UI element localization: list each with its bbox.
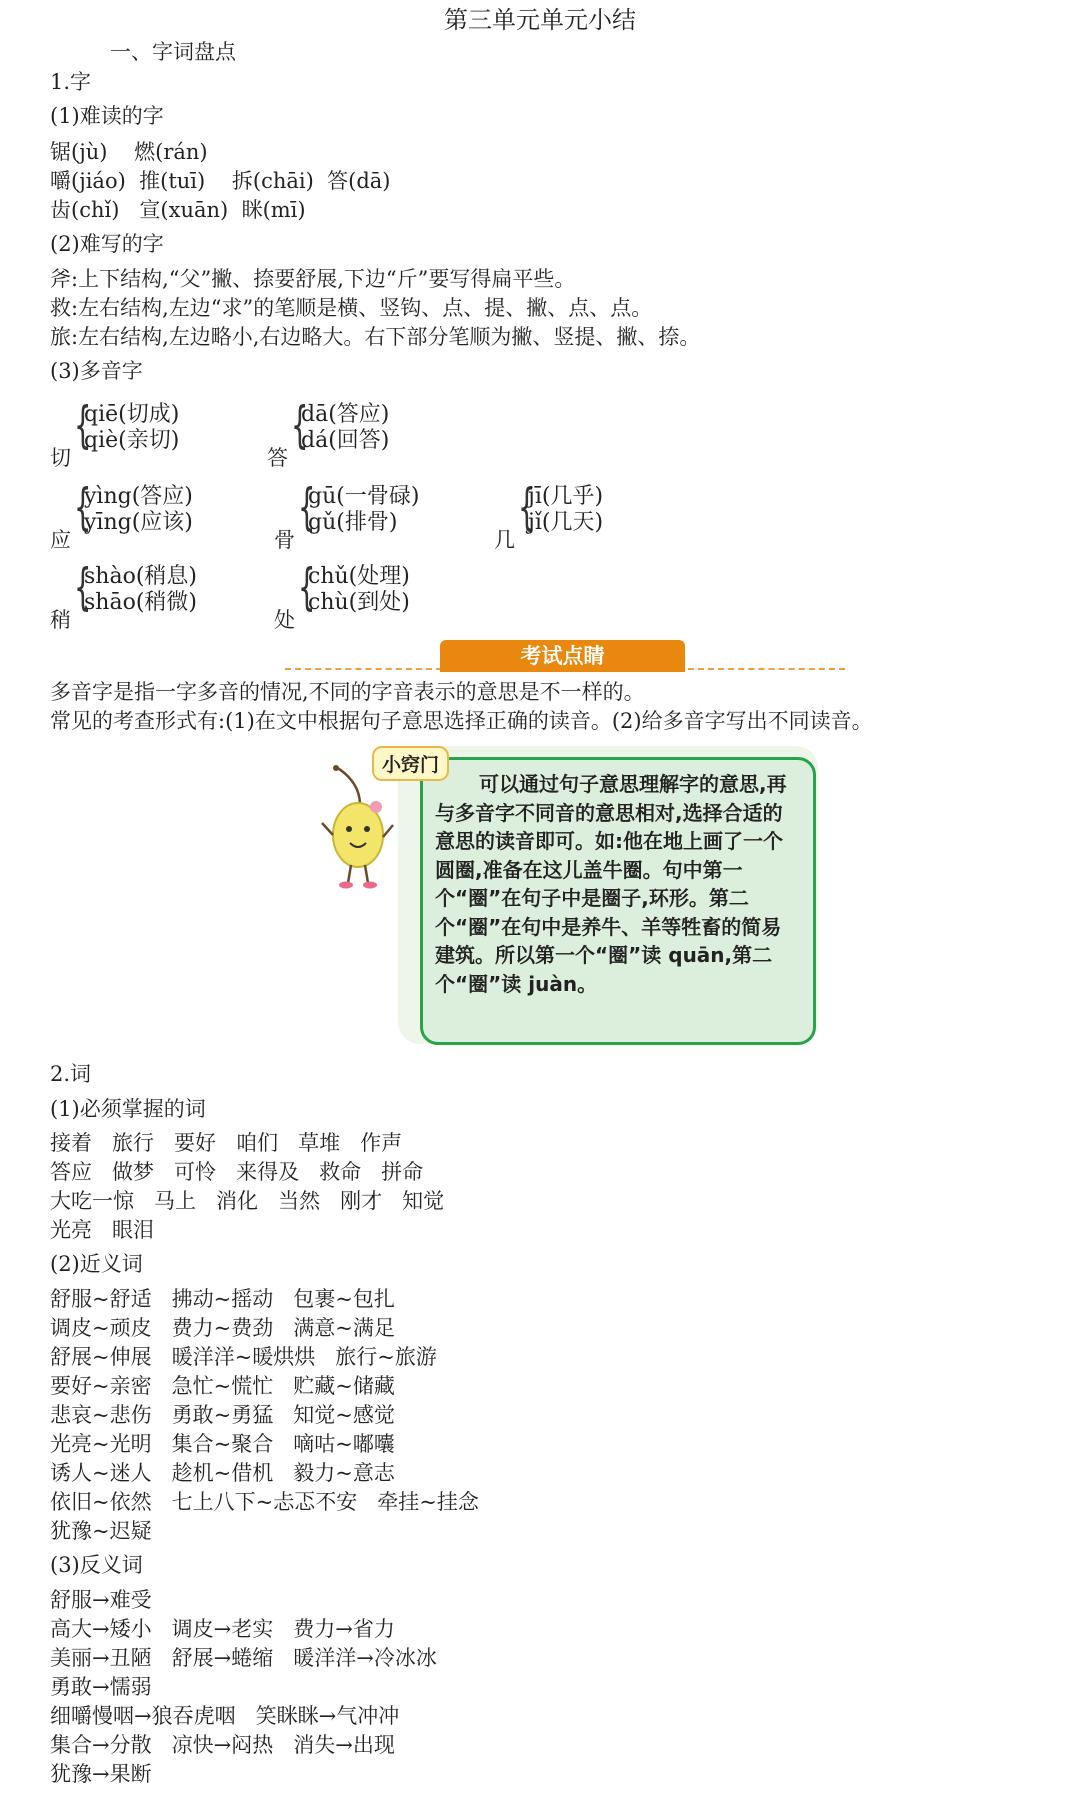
tip-text: 可以通过句子意思理解字的意思,再与多音字不同音的意思相对,选择合适的意思的读音即可。如:他在地上画了一个圆圈,准备在这儿盖牛圈。句中第一个“圈”在句子中是圈子,环形。第二个“圈”在句中是养牛、羊等牲畜的简易建筑。所以第一个“圈”读 quān,第二个“圈”读 juàn。	[435, 772, 787, 996]
brace-icon: {	[518, 478, 536, 536]
polyphone-reading: dā(答应)	[301, 402, 390, 427]
antonym-line: 高大→矮小 调皮→老实 费力→省力	[50, 1617, 395, 1641]
synonym-line: 犹豫~迟疑	[50, 1519, 152, 1543]
antonym-line: 勇敢→懦弱	[50, 1675, 152, 1699]
antonym-line: 美丽→丑陋 舒展→蜷缩 暖洋洋→冷冰冰	[50, 1646, 437, 1670]
hard-read-heading: (1)难读的字	[50, 104, 164, 128]
polyphone-reading: qiè(亲切)	[84, 428, 180, 453]
polyphone-reading: shāo(稍微)	[84, 590, 197, 615]
antonym-line: 细嚼慢咽→狼吞虎咽 笑眯眯→气冲冲	[50, 1704, 400, 1728]
brace-icon: {	[74, 478, 92, 536]
polyphone-reading: shào(稍息)	[84, 564, 197, 589]
brace-icon: {	[298, 478, 316, 536]
brace-icon: {	[74, 396, 92, 454]
polyphone-reading: yīng(应该)	[84, 510, 193, 535]
subsection-heading: 2.词	[50, 1062, 92, 1086]
section-heading: 一、字词盘点	[110, 40, 236, 64]
polyphone-reading: chǔ(处理)	[308, 564, 410, 589]
must-heading: (1)必须掌握的词	[50, 1097, 206, 1121]
polyphone-char: 几	[494, 528, 515, 552]
synonym-line: 悲哀~悲伤 勇敢~勇猛 知觉~感觉	[50, 1403, 395, 1427]
synonym-heading: (2)近义词	[50, 1252, 143, 1276]
brace-icon: {	[74, 558, 92, 616]
must-line: 接着 旅行 要好 咱们 草堆 作声	[50, 1131, 403, 1155]
exam-banner	[285, 638, 845, 674]
polyphone-reading: qiē(切成)	[84, 402, 180, 427]
polyphone-reading: jī(几乎)	[528, 484, 604, 509]
synonym-line: 光亮~光明 集合~聚合 嘀咕~嘟囔	[50, 1432, 395, 1456]
polyphone-char: 处	[274, 608, 295, 632]
synonym-line: 调皮~顽皮 费力~费劲 满意~满足	[50, 1316, 395, 1340]
hard-write-heading: (2)难写的字	[50, 232, 164, 256]
synonym-line: 要好~亲密 急忙~慌忙 贮藏~储藏	[50, 1374, 395, 1398]
hard-read-line: 锯(jù) 燃(rán)	[50, 140, 208, 164]
hard-write-line: 旅:左右结构,左边略小,右边略大。右下部分笔顺为撇、竖提、撇、捺。	[50, 325, 701, 349]
polyphone-heading: (3)多音字	[50, 359, 143, 383]
antonym-line: 舒服→难受	[50, 1588, 152, 1612]
synonym-line: 舒展~伸展 暖洋洋~暖烘烘 旅行~旅游	[50, 1345, 437, 1369]
hard-write-line: 斧:上下结构,“父”撇、捺要舒展,下边“斤”要写得扁平些。	[50, 267, 576, 291]
polyphone-char: 应	[50, 528, 71, 552]
must-line: 大吃一惊 马上 消化 当然 刚才 知觉	[50, 1189, 445, 1213]
antonym-line: 犹豫→果断	[50, 1762, 152, 1786]
polyphone-reading: gǔ(排骨)	[308, 510, 398, 535]
polyphone-char: 稍	[50, 608, 71, 632]
synonym-line: 依旧~依然 七上八下~忐忑不安 牵挂~挂念	[50, 1490, 479, 1514]
synonym-line: 舒服~舒适 拂动~摇动 包裹~包扎	[50, 1287, 395, 1311]
exam-line: 常见的考查形式有:(1)在文中根据句子意思选择正确的读音。(2)给多音字写出不同读音。	[50, 709, 873, 733]
must-line: 答应 做梦 可怜 来得及 救命 拼命	[50, 1160, 424, 1184]
hard-read-line: 嚼(jiáo) 推(tuī) 拆(chāi) 答(dā)	[50, 169, 391, 193]
antonym-line: 集合→分散 凉快→闷热 消失→出现	[50, 1733, 395, 1757]
mascot-icon	[316, 765, 396, 895]
tip-label: 小窍门	[372, 746, 449, 781]
polyphone-char: 切	[50, 446, 71, 470]
antonym-heading: (3)反义词	[50, 1553, 143, 1577]
polyphone-reading: chù(到处)	[308, 590, 410, 615]
polyphone-reading: gū(一骨碌)	[308, 484, 420, 509]
polyphone-char: 骨	[274, 528, 295, 552]
polyphone-reading: dá(回答)	[301, 428, 390, 453]
exam-line: 多音字是指一字多音的情况,不同的字音表示的意思是不一样的。	[50, 680, 645, 704]
hard-write-line: 救:左右结构,左边“求”的笔顺是横、竖钩、点、提、撇、点、点。	[50, 296, 653, 320]
brace-icon: {	[298, 558, 316, 616]
page-title: 第三单元单元小结	[444, 6, 636, 34]
polyphone-reading: jǐ(几天)	[528, 510, 604, 535]
exam-banner-label: 考试点睛	[440, 640, 685, 672]
polyphone-reading: yìng(答应)	[84, 484, 193, 509]
polyphone-char: 答	[267, 446, 288, 470]
must-line: 光亮 眼泪	[50, 1218, 155, 1242]
synonym-line: 诱人~迷人 趁机~借机 毅力~意志	[50, 1461, 395, 1485]
brace-icon: {	[291, 396, 309, 454]
subsection-heading: 1.字	[50, 70, 92, 94]
hard-read-line: 齿(chǐ) 宣(xuān) 眯(mī)	[50, 198, 306, 222]
